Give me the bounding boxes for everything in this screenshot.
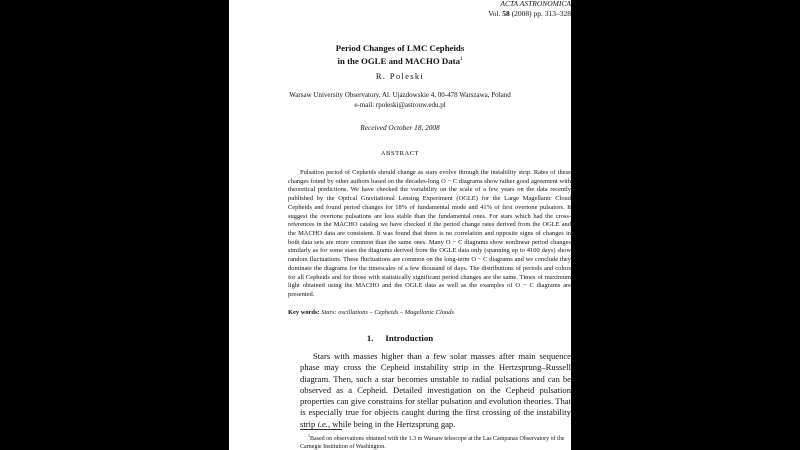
title-line-1: Period Changes of LMC Cepheids	[335, 43, 465, 53]
section-heading	[229, 333, 571, 343]
paper-title	[229, 43, 571, 67]
abstract-heading: ABSTRACT	[380, 150, 420, 157]
abstract-body: Pulsation period of Cepheids should change as stars evolve through the instability strip. Rates of these changes found by other authors based on the decades-long O − C diagrams show rather good agreement with theoretical predictions. We have checked the variability on the scale of a few years on the data recently published by the Optical Gravitational Lensing Experiment (OGLE) for the Large Magellanic Cloud Cepheids and found period changes for 18% of fundamental mode and 41% of first overtone pulsators. It suggest the overtone pulsations are less stable than the fundamental ones. For stars which had the cross-references in the MACHO catalog we have checked if the period change rates derived from the OGLE and the MACHO data are consistent. It was found that there is no correlation and opposite signs of changes in both data sets are more common than the same ones. Many O − C diagrams show nonlinear period changes similarly as for some stars the diagrams derived from the OGLE data only (spanning up to 4100 days) show random fluctuations. These fluctuations are common on the long-term O − C diagrams and we conclude they dominate the diagrams for the timescales of a few thousand of days. The distributions of periods and colors for all Cepheids and for those with statistically significant period changes are the same. Times of maximum light obtained using the MACHO and the OGLE data as well as the examples of O − C diagrams are presented.	[288, 169, 571, 299]
intro-part-2: , while being in the Hertzsprung gap.	[327, 418, 456, 429]
journal-volume: 58	[502, 8, 510, 18]
footnote-mark: 1	[308, 433, 310, 438]
title-line-2: in the OGLE and MACHO Data	[337, 55, 460, 66]
footnote-text: Based on observations obtained with the 1.3 m Warsaw telescope at the Las Campanas Observatory of the Carnegie Institution of Washington.	[300, 436, 565, 450]
footnote	[300, 432, 571, 450]
keywords-text: Stars: oscillations – Cepheids – Magellanic Clouds	[321, 309, 454, 316]
intro-part-1: Stars with masses higher than a few solar masses after main sequence phase may cross the Cepheid instability strip in the Hertzsprung–Russell diagram. Then, such a star becomes unstable to radial pulsations and can be observed as a Cepheid. Detailed investigation on the Cepheid pulsation properties can give constrains for stellar pulsation and evolution theories. That is especially true for objects caught during the first crossing of the instability strip	[300, 351, 571, 429]
journal-vol-prefix: Vol.	[488, 8, 503, 18]
section-number: 1.	[366, 333, 374, 343]
introduction-paragraph	[300, 351, 571, 430]
author-name: R. Poleski	[375, 71, 425, 81]
title-footnote-mark: 1	[459, 57, 463, 62]
intro-ie: i.e.	[317, 418, 328, 429]
journal-header	[488, 0, 571, 18]
section-title: Introduction	[385, 333, 434, 343]
received-date: Received October 18, 2008	[360, 123, 440, 132]
paper-page	[229, 0, 571, 450]
affiliation-email: e-mail: rpoleski@astrouw.edu.pl	[354, 101, 446, 109]
journal-citation: (2008) pp. 313–328	[509, 8, 571, 18]
keywords	[288, 309, 571, 316]
footnote-divider	[300, 429, 342, 430]
affiliation	[229, 90, 571, 110]
affiliation-address: Warsaw University Observatory, Al. Ujazdowskie 4, 00-478 Warszawa, Poland	[289, 91, 511, 99]
keywords-label: Key words:	[288, 309, 320, 316]
journal-name: ACTA ASTRONOMICA	[500, 0, 571, 8]
